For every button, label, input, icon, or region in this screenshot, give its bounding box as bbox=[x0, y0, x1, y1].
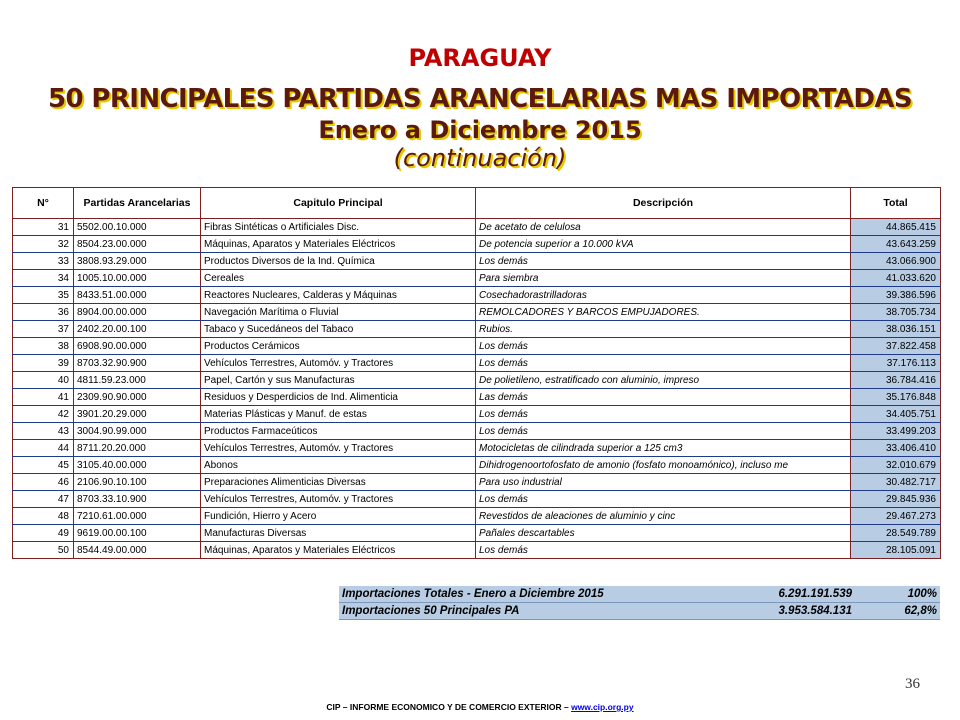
descripcion: Los demás bbox=[476, 253, 851, 270]
descripcion: Los demás bbox=[476, 542, 851, 559]
total-value: 29.845.936 bbox=[851, 491, 941, 508]
row-number: 49 bbox=[13, 525, 74, 542]
descripcion: Para siembra bbox=[476, 270, 851, 287]
capitulo-principal: Fibras Sintéticas o Artificiales Disc. bbox=[201, 219, 476, 236]
capitulo-principal: Productos Diversos de la Ind. Química bbox=[201, 253, 476, 270]
row-number: 32 bbox=[13, 236, 74, 253]
descripcion: Los demás bbox=[476, 423, 851, 440]
partida-code: 3901.20.29.000 bbox=[74, 406, 201, 423]
column-header-number: N° bbox=[13, 188, 74, 219]
period-subtitle: Enero a Diciembre 2015 bbox=[318, 116, 642, 144]
row-number: 46 bbox=[13, 474, 74, 491]
continuation-label: (continuación) bbox=[393, 144, 567, 172]
descripcion: De acetato de celulosa bbox=[476, 219, 851, 236]
summary-value: 6.291.191.539 bbox=[757, 586, 855, 603]
table-row bbox=[13, 372, 941, 389]
row-number: 40 bbox=[13, 372, 74, 389]
row-number: 38 bbox=[13, 338, 74, 355]
summary-table bbox=[339, 586, 940, 620]
column-header-total: Total bbox=[851, 188, 941, 219]
descripcion: De potencia superior a 10.000 kVA bbox=[476, 236, 851, 253]
summary-row bbox=[339, 586, 940, 603]
row-number: 47 bbox=[13, 491, 74, 508]
total-value: 39.386.596 bbox=[851, 287, 941, 304]
total-value: 30.482.717 bbox=[851, 474, 941, 491]
capitulo-principal: Vehículos Terrestres, Automóv. y Tractores bbox=[201, 355, 476, 372]
partida-code: 8544.49.00.000 bbox=[74, 542, 201, 559]
capitulo-principal: Cereales bbox=[201, 270, 476, 287]
descripcion: Los demás bbox=[476, 338, 851, 355]
row-number: 41 bbox=[13, 389, 74, 406]
summary-value: 3.953.584.131 bbox=[757, 603, 855, 620]
table-row bbox=[13, 270, 941, 287]
descripcion: Los demás bbox=[476, 406, 851, 423]
partida-code: 8703.32.90.900 bbox=[74, 355, 201, 372]
table-row bbox=[13, 542, 941, 559]
table-row bbox=[13, 236, 941, 253]
row-number: 44 bbox=[13, 440, 74, 457]
table-row bbox=[13, 338, 941, 355]
descripcion: Rubios. bbox=[476, 321, 851, 338]
imports-table bbox=[12, 187, 941, 559]
row-number: 31 bbox=[13, 219, 74, 236]
descripcion: Los demás bbox=[476, 355, 851, 372]
total-value: 36.784.416 bbox=[851, 372, 941, 389]
total-value: 29.467.273 bbox=[851, 508, 941, 525]
row-number: 42 bbox=[13, 406, 74, 423]
total-value: 32.010.679 bbox=[851, 457, 941, 474]
table-row bbox=[13, 219, 941, 236]
total-value: 41.033.620 bbox=[851, 270, 941, 287]
capitulo-principal: Manufacturas Diversas bbox=[201, 525, 476, 542]
table-row bbox=[13, 304, 941, 321]
capitulo-principal: Fundición, Hierro y Acero bbox=[201, 508, 476, 525]
capitulo-principal: Navegación Marítima o Fluvial bbox=[201, 304, 476, 321]
page-number: 36 bbox=[905, 676, 920, 692]
table-row bbox=[13, 508, 941, 525]
partida-code: 3105.40.00.000 bbox=[74, 457, 201, 474]
descripcion: Motocicletas de cilindrada superior a 125 cm3 bbox=[476, 440, 851, 457]
capitulo-principal: Reactores Nucleares, Calderas y Máquinas bbox=[201, 287, 476, 304]
total-value: 33.406.410 bbox=[851, 440, 941, 457]
descripcion: Pañales descartables bbox=[476, 525, 851, 542]
total-value: 28.549.789 bbox=[851, 525, 941, 542]
partida-code: 8433.51.00.000 bbox=[74, 287, 201, 304]
partida-code: 8711.20.20.000 bbox=[74, 440, 201, 457]
page-title: 50 PRINCIPALES PARTIDAS ARANCELARIAS MAS IMPORTADAS bbox=[47, 84, 913, 114]
descripcion: REMOLCADORES Y BARCOS EMPUJADORES. bbox=[476, 304, 851, 321]
column-header-capitulo: Capitulo Principal bbox=[201, 188, 476, 219]
table-row bbox=[13, 525, 941, 542]
table-row bbox=[13, 406, 941, 423]
descripcion: Los demás bbox=[476, 491, 851, 508]
table-body bbox=[13, 219, 941, 559]
partida-code: 8504.23.00.000 bbox=[74, 236, 201, 253]
partida-code: 8703.33.10.900 bbox=[74, 491, 201, 508]
partida-code: 8904.00.00.000 bbox=[74, 304, 201, 321]
summary-label: Importaciones Totales - Enero a Diciembre 2015 bbox=[339, 586, 757, 603]
table-row bbox=[13, 491, 941, 508]
summary-percent: 100% bbox=[855, 586, 940, 603]
table-header-row bbox=[13, 188, 941, 219]
table-row bbox=[13, 440, 941, 457]
country-title: PARAGUAY bbox=[408, 44, 552, 72]
capitulo-principal: Materias Plásticas y Manuf. de estas bbox=[201, 406, 476, 423]
row-number: 48 bbox=[13, 508, 74, 525]
total-value: 38.036.151 bbox=[851, 321, 941, 338]
total-value: 37.822.458 bbox=[851, 338, 941, 355]
partida-code: 4811.59.23.000 bbox=[74, 372, 201, 389]
capitulo-principal: Productos Farmaceúticos bbox=[201, 423, 476, 440]
table-row bbox=[13, 389, 941, 406]
row-number: 33 bbox=[13, 253, 74, 270]
partida-code: 2309.90.90.000 bbox=[74, 389, 201, 406]
descripcion: De polietileno, estratificado con aluminio, impreso bbox=[476, 372, 851, 389]
column-header-partidas: Partidas Arancelarias bbox=[74, 188, 201, 219]
descripcion: Revestidos de aleaciones de aluminio y cinc bbox=[476, 508, 851, 525]
row-number: 35 bbox=[13, 287, 74, 304]
capitulo-principal: Tabaco y Sucedáneos del Tabaco bbox=[201, 321, 476, 338]
summary-percent: 62,8% bbox=[855, 603, 940, 620]
descripcion: Dihidrogenoortofosfato de amonio (fosfato monoamónico), incluso me bbox=[476, 457, 851, 474]
table-row bbox=[13, 474, 941, 491]
total-value: 35.176.848 bbox=[851, 389, 941, 406]
row-number: 43 bbox=[13, 423, 74, 440]
partida-code: 7210.61.00.000 bbox=[74, 508, 201, 525]
row-number: 45 bbox=[13, 457, 74, 474]
capitulo-principal: Máquinas, Aparatos y Materiales Eléctricos bbox=[201, 542, 476, 559]
summary-label: Importaciones 50 Principales PA bbox=[339, 603, 757, 620]
partida-code: 3808.93.29.000 bbox=[74, 253, 201, 270]
capitulo-principal: Residuos y Desperdicios de Ind. Alimenticia bbox=[201, 389, 476, 406]
total-value: 37.176.113 bbox=[851, 355, 941, 372]
descripcion: Las demás bbox=[476, 389, 851, 406]
partida-code: 6908.90.00.000 bbox=[74, 338, 201, 355]
partida-code: 1005.10.00.000 bbox=[74, 270, 201, 287]
capitulo-principal: Vehículos Terrestres, Automóv. y Tractores bbox=[201, 440, 476, 457]
total-value: 28.105.091 bbox=[851, 542, 941, 559]
capitulo-principal: Papel, Cartón y sus Manufacturas bbox=[201, 372, 476, 389]
capitulo-principal: Abonos bbox=[201, 457, 476, 474]
row-number: 50 bbox=[13, 542, 74, 559]
partida-code: 2402.20.00.100 bbox=[74, 321, 201, 338]
capitulo-principal: Preparaciones Alimenticias Diversas bbox=[201, 474, 476, 491]
capitulo-principal: Vehículos Terrestres, Automóv. y Tractores bbox=[201, 491, 476, 508]
total-value: 43.066.900 bbox=[851, 253, 941, 270]
descripcion: Para uso industrial bbox=[476, 474, 851, 491]
row-number: 36 bbox=[13, 304, 74, 321]
partida-code: 9619.00.00.100 bbox=[74, 525, 201, 542]
partida-code: 3004.90.99.000 bbox=[74, 423, 201, 440]
row-number: 39 bbox=[13, 355, 74, 372]
partida-code: 5502.00.10.000 bbox=[74, 219, 201, 236]
table-row bbox=[13, 287, 941, 304]
column-header-descripcion: Descripción bbox=[476, 188, 851, 219]
total-value: 33.499.203 bbox=[851, 423, 941, 440]
total-value: 34.405.751 bbox=[851, 406, 941, 423]
footer-text: CIP – INFORME ECONOMICO Y DE COMERCIO EXTERIOR – bbox=[326, 702, 572, 712]
partida-code: 2106.90.10.100 bbox=[74, 474, 201, 491]
total-value: 44.865.415 bbox=[851, 219, 941, 236]
table-row bbox=[13, 423, 941, 440]
capitulo-principal: Máquinas, Aparatos y Materiales Eléctricos bbox=[201, 236, 476, 253]
table-row bbox=[13, 253, 941, 270]
footer bbox=[0, 702, 960, 712]
row-number: 37 bbox=[13, 321, 74, 338]
total-value: 43.643.259 bbox=[851, 236, 941, 253]
row-number: 34 bbox=[13, 270, 74, 287]
table-row bbox=[13, 321, 941, 338]
footer-link[interactable]: www.cip.org.py bbox=[571, 702, 634, 712]
total-value: 38.705.734 bbox=[851, 304, 941, 321]
descripcion: Cosechadorastrilladoras bbox=[476, 287, 851, 304]
capitulo-principal: Productos Cerámicos bbox=[201, 338, 476, 355]
table-row bbox=[13, 355, 941, 372]
table-row bbox=[13, 457, 941, 474]
summary-row bbox=[339, 603, 940, 620]
